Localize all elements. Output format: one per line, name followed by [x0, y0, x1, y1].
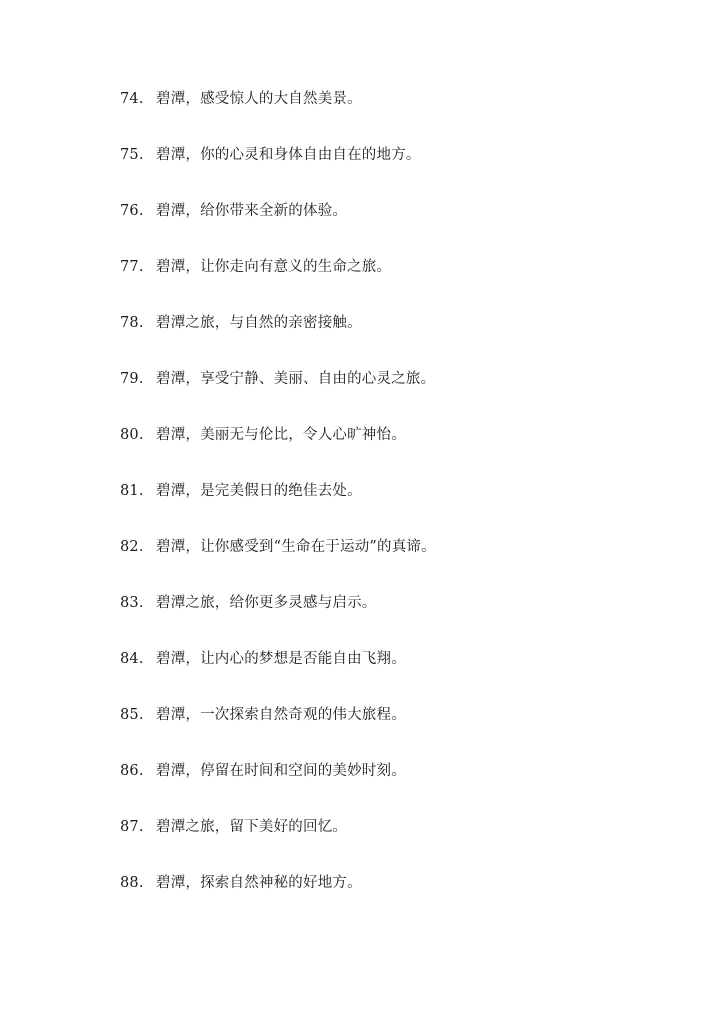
item-number: 80. — [120, 427, 144, 443]
item-number: 75. — [120, 147, 144, 163]
list-item — [120, 592, 436, 648]
item-text: 碧潭，感受惊人的大自然美景。 — [156, 91, 362, 107]
item-text: 碧潭，让你感受到“生命在于运动”的真谛。 — [156, 539, 436, 555]
item-number: 82. — [120, 539, 144, 555]
item-number: 88. — [120, 875, 144, 891]
item-number: 83. — [120, 595, 144, 611]
item-text: 碧潭，是完美假日的绝佳去处。 — [156, 483, 362, 499]
list-item — [120, 200, 436, 256]
list-item — [120, 312, 436, 368]
item-text: 碧潭，给你带来全新的体验。 — [156, 203, 348, 219]
list-item — [120, 648, 436, 704]
item-number: 85. — [120, 707, 144, 723]
list-item — [120, 704, 436, 760]
item-text: 碧潭，让内心的梦想是否能自由飞翔。 — [156, 651, 406, 667]
list-item — [120, 368, 436, 424]
item-number: 74. — [120, 91, 144, 107]
item-number: 81. — [120, 483, 144, 499]
item-number: 86. — [120, 763, 144, 779]
list-item — [120, 872, 436, 928]
item-text: 碧潭，停留在时间和空间的美妙时刻。 — [156, 763, 406, 779]
list-item — [120, 256, 436, 312]
item-text: 碧潭，享受宁静、美丽、自由的心灵之旅。 — [156, 371, 436, 387]
list-item — [120, 536, 436, 592]
item-text: 碧潭，让你走向有意义的生命之旅。 — [156, 259, 392, 275]
item-number: 87. — [120, 819, 144, 835]
item-text: 碧潭之旅，与自然的亲密接触。 — [156, 315, 362, 331]
item-number: 79. — [120, 371, 144, 387]
list-item — [120, 424, 436, 480]
item-number: 76. — [120, 203, 144, 219]
item-text: 碧潭，你的心灵和身体自由自在的地方。 — [156, 147, 421, 163]
item-text: 碧潭之旅，留下美好的回忆。 — [156, 819, 348, 835]
list-item — [120, 760, 436, 816]
numbered-list — [120, 88, 436, 928]
item-text: 碧潭，一次探索自然奇观的伟大旅程。 — [156, 707, 406, 723]
item-number: 77. — [120, 259, 144, 275]
item-text: 碧潭，美丽无与伦比，令人心旷神怡。 — [156, 427, 406, 443]
item-number: 84. — [120, 651, 144, 667]
item-text: 碧潭，探索自然神秘的好地方。 — [156, 875, 362, 891]
list-item — [120, 480, 436, 536]
item-number: 78. — [120, 315, 144, 331]
item-text: 碧潭之旅，给你更多灵感与启示。 — [156, 595, 377, 611]
list-item — [120, 816, 436, 872]
list-item — [120, 88, 436, 144]
list-item — [120, 144, 436, 200]
